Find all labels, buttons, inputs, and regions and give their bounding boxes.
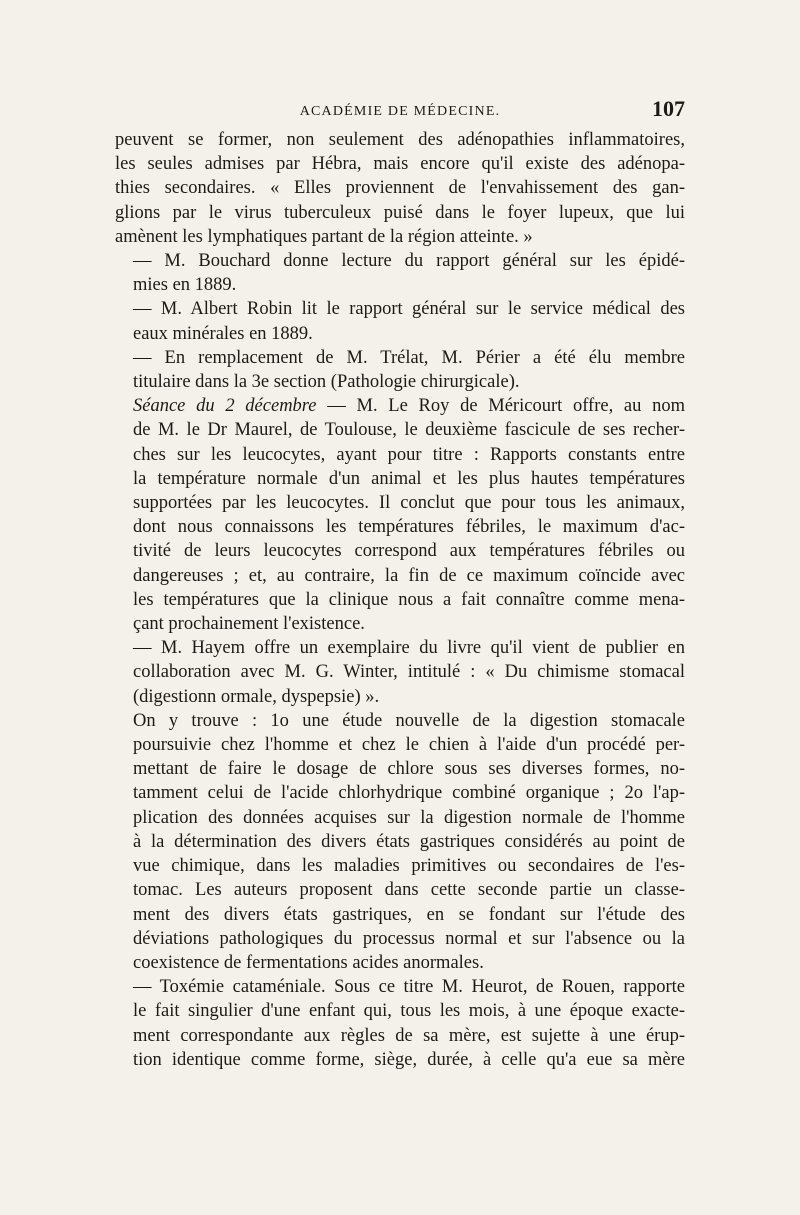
text-line: tomac. Les auteurs proposent dans cette seconde partie un classe- bbox=[133, 880, 685, 901]
text-line: titulaire dans la 3e section (Pathologie chirurgicale). bbox=[133, 372, 520, 393]
text-line: eaux minérales en 1889. bbox=[133, 323, 313, 344]
text-line: collaboration avec M. G. Winter, intitulé : « Du chimisme stomacal bbox=[133, 662, 685, 683]
paragraph-on-y-trouve bbox=[115, 709, 685, 975]
text-line: supportées par les leucocytes. Il conclut que pour tous les animaux, bbox=[133, 493, 685, 514]
text-line: — Toxémie cataméniale. Sous ce titre M. Heurot, de Rouen, rapporte bbox=[133, 977, 685, 998]
text-line: vue chimique, dans les maladies primitives ou secondaires de l'es- bbox=[133, 856, 685, 877]
paragraph-robin bbox=[115, 297, 685, 345]
paragraph-trelat bbox=[115, 346, 685, 394]
paragraph-hayem bbox=[115, 636, 685, 709]
paragraph-seance bbox=[115, 394, 685, 636]
paragraph-bouchard bbox=[115, 249, 685, 297]
text-line: ches sur les leucocytes, ayant pour titre : Rapports constants entre bbox=[133, 444, 685, 465]
running-head: ACADÉMIE DE MÉDECINE. bbox=[299, 104, 501, 119]
text-line: — M. Albert Robin lit le rapport général sur le service médical des bbox=[133, 299, 685, 320]
body-text bbox=[115, 128, 685, 1072]
paragraph-toxemie bbox=[115, 975, 685, 1072]
seance-text: — M. Le Roy de Méricourt offre, au nom bbox=[327, 396, 686, 417]
text-line: poursuivie chez l'homme et chez le chien à l'aide d'un procédé per- bbox=[133, 735, 685, 756]
text-line: ment des divers états gastriques, en se fondant sur l'étude des bbox=[133, 904, 685, 925]
text-line: tion identique comme forme, siège, durée, à celle qu'a eue sa mère bbox=[133, 1049, 685, 1070]
text-line: mies en 1889. bbox=[133, 275, 237, 296]
text-line: plication des données acquises sur la digestion normale de l'homme bbox=[133, 807, 685, 828]
paragraph-adenopathies bbox=[115, 128, 685, 249]
text-line: thies secondaires. « Elles proviennent de l'envahissement des gan- bbox=[115, 178, 685, 199]
text-line: glions par le virus tuberculeux puisé dans le foyer lupeux, que lui bbox=[115, 202, 685, 223]
text-line: dangereuses ; et, au contraire, la fin de ce maximum coïncide avec bbox=[133, 565, 685, 586]
text-line: déviations pathologiques du processus normal et sur l'absence ou la bbox=[133, 928, 685, 949]
text-line: le fait singulier d'une enfant qui, tous les mois, à une époque exacte- bbox=[133, 1001, 685, 1022]
text-line: On y trouve : 1o une étude nouvelle de la digestion stomacale bbox=[133, 710, 685, 731]
text-line: — M. Bouchard donne lecture du rapport général sur les épidé- bbox=[133, 251, 685, 272]
text-line: les températures que la clinique nous a fait connaître comme mena- bbox=[133, 589, 685, 610]
text-line: dont nous connaissons les températures fébriles, le maximum d'ac- bbox=[133, 517, 685, 538]
text-line: ment correspondante aux règles de sa mère, est sujette à une érup- bbox=[133, 1025, 685, 1046]
text-line: mettant de faire le dosage de chlore sous ses diverses formes, no- bbox=[133, 759, 685, 780]
page-number: 107 bbox=[652, 96, 685, 121]
text-line: peuvent se former, non seulement des adénopathies inflammatoires, bbox=[115, 130, 685, 150]
text-line: coexistence de fermentations acides anormales. bbox=[133, 952, 484, 973]
text-line: çant prochainement l'existence. bbox=[133, 614, 365, 635]
text-line bbox=[115, 394, 685, 418]
text-line: amènent les lymphatiques partant de la région atteinte. » bbox=[115, 226, 533, 247]
text-line: — En remplacement de M. Trélat, M. Périer a été élu membre bbox=[133, 347, 685, 368]
page-header bbox=[115, 96, 685, 126]
text-line: tivité de leurs leucocytes correspond aux températures fébriles ou bbox=[133, 541, 685, 562]
text-line: tamment celui de l'acide chlorhydrique combiné organique ; 2o l'ap- bbox=[133, 783, 685, 804]
text-line: de M. le Dr Maurel, de Toulouse, le deuxième fascicule de ses recher- bbox=[133, 420, 685, 441]
text-line: à la détermination des divers états gastriques considérés au point de bbox=[133, 831, 685, 852]
text-line: la température normale d'un animal et les plus hautes températures bbox=[133, 468, 685, 489]
text-line: — M. Hayem offre un exemplaire du livre qu'il vient de publier en bbox=[133, 638, 685, 659]
text-line: (digestionn ormale, dyspepsie) ». bbox=[133, 686, 380, 707]
seance-heading: Séance du 2 décembre bbox=[133, 396, 317, 417]
text-line: les seules admises par Hébra, mais encore qu'il existe des adénopa- bbox=[115, 154, 685, 175]
